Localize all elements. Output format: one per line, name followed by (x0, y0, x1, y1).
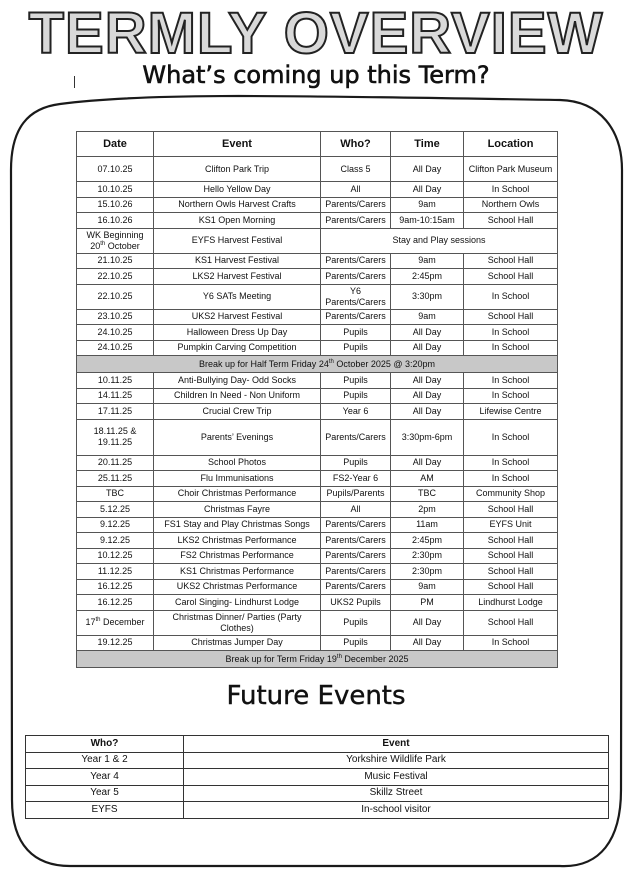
schedule-row (77, 325, 558, 341)
event-cell: EYFS Harvest Festival (154, 228, 321, 253)
event-cell: LKS2 Harvest Festival (154, 269, 321, 285)
time-cell: All Day (391, 610, 464, 635)
date-cell: 24.10.25 (77, 325, 154, 341)
time-cell: 9am (391, 197, 464, 213)
page-title: TERMLY OVERVIEW (28, 1, 604, 66)
event-cell: Anti-Bullying Day- Odd Socks (154, 373, 321, 389)
location-cell: School Hall (464, 579, 558, 595)
date-cell: 10.11.25 (77, 373, 154, 389)
time-cell: All Day (391, 455, 464, 471)
future-event-cell: In-school visitor (184, 802, 609, 819)
who-cell: Pupils (321, 635, 391, 651)
schedule-row (77, 284, 558, 309)
time-cell: All Day (391, 340, 464, 356)
who-cell: UKS2 Pupils (321, 595, 391, 611)
event-cell: UKS2 Harvest Festival (154, 309, 321, 325)
header-time: Time (391, 132, 464, 157)
time-cell: 11am (391, 517, 464, 533)
who-cell: Parents/Carers (321, 269, 391, 285)
schedule-row (77, 651, 558, 668)
time-cell: 9am (391, 253, 464, 269)
schedule-row (77, 517, 558, 533)
schedule-row (77, 157, 558, 182)
event-cell: KS1 Christmas Performance (154, 564, 321, 580)
who-cell: Pupils (321, 388, 391, 404)
event-cell: KS1 Open Morning (154, 213, 321, 229)
event-cell: Northern Owls Harvest Crafts (154, 197, 321, 213)
location-cell: In School (464, 182, 558, 198)
location-cell: School Hall (464, 213, 558, 229)
who-cell: Parents/Carers (321, 213, 391, 229)
schedule-row (77, 533, 558, 549)
location-cell: In School (464, 635, 558, 651)
term-schedule-table (76, 131, 558, 668)
time-cell: AM (391, 471, 464, 487)
time-cell: 3:30pm (391, 284, 464, 309)
who-cell: Pupils/Parents (321, 486, 391, 502)
location-cell: In School (464, 325, 558, 341)
location-cell: In School (464, 373, 558, 389)
event-cell: Choir Christmas Performance (154, 486, 321, 502)
event-cell: Clifton Park Trip (154, 157, 321, 182)
date-cell: 9.12.25 (77, 533, 154, 549)
who-cell: Class 5 (321, 157, 391, 182)
time-cell: All Day (391, 157, 464, 182)
header-location: Location (464, 132, 558, 157)
time-cell: 3:30pm-6pm (391, 419, 464, 455)
location-cell: In School (464, 471, 558, 487)
location-cell: Lifewise Centre (464, 404, 558, 420)
who-cell: Parents/Carers (321, 197, 391, 213)
term-break-notice: Break up for Half Term Friday 24th October 2025 @ 3:20pm (77, 356, 558, 373)
location-cell: School Hall (464, 502, 558, 518)
date-cell: 22.10.25 (77, 269, 154, 285)
schedule-row (77, 213, 558, 229)
future-events-title: Future Events (226, 681, 406, 711)
schedule-row (77, 595, 558, 611)
schedule-row (77, 610, 558, 635)
who-cell: FS2-Year 6 (321, 471, 391, 487)
location-cell: Clifton Park Museum (464, 157, 558, 182)
schedule-row (77, 635, 558, 651)
date-cell: 22.10.25 (77, 284, 154, 309)
event-cell: Christmas Jumper Day (154, 635, 321, 651)
future-row (26, 752, 609, 769)
location-cell: Community Shop (464, 486, 558, 502)
who-cell: Parents/Carers (321, 564, 391, 580)
future-row (26, 769, 609, 786)
date-cell: 18.11.25 & 19.11.25 (77, 419, 154, 455)
schedule-row (77, 373, 558, 389)
event-cell: Pumpkin Carving Competition (154, 340, 321, 356)
date-cell: 17.11.25 (77, 404, 154, 420)
header-date: Date (77, 132, 154, 157)
event-cell: Flu Immunisations (154, 471, 321, 487)
location-cell: School Hall (464, 269, 558, 285)
time-cell: All Day (391, 373, 464, 389)
who-cell: Year 6 (321, 404, 391, 420)
event-cell: Carol Singing- Lindhurst Lodge (154, 595, 321, 611)
time-cell: 9am (391, 309, 464, 325)
event-cell: LKS2 Christmas Performance (154, 533, 321, 549)
time-cell: 9am-10:15am (391, 213, 464, 229)
who-cell: Pupils (321, 373, 391, 389)
location-cell: School Hall (464, 309, 558, 325)
page-subtitle: What’s coming up this Term? (142, 61, 490, 89)
time-cell: All Day (391, 388, 464, 404)
future-who-cell: Year 4 (26, 769, 184, 786)
who-cell: Pupils (321, 455, 391, 471)
schedule-row (77, 388, 558, 404)
event-cell: Parents’ Evenings (154, 419, 321, 455)
event-cell: KS1 Harvest Festival (154, 253, 321, 269)
schedule-row (77, 404, 558, 420)
future-event-cell: Yorkshire Wildlife Park (184, 752, 609, 769)
event-cell: Hello Yellow Day (154, 182, 321, 198)
future-header-who: Who? (26, 736, 184, 753)
location-cell: EYFS Unit (464, 517, 558, 533)
date-cell: 5.12.25 (77, 502, 154, 518)
event-cell: Halloween Dress Up Day (154, 325, 321, 341)
date-cell: 14.11.25 (77, 388, 154, 404)
schedule-row (77, 471, 558, 487)
schedule-row (77, 228, 558, 253)
schedule-row (77, 309, 558, 325)
time-cell: 2:45pm (391, 269, 464, 285)
time-cell: All Day (391, 325, 464, 341)
schedule-row (77, 502, 558, 518)
schedule-row (77, 455, 558, 471)
event-cell: Y6 SATs Meeting (154, 284, 321, 309)
location-cell: Northern Owls (464, 197, 558, 213)
location-cell: School Hall (464, 564, 558, 580)
who-cell: Parents/Carers (321, 517, 391, 533)
schedule-row (77, 269, 558, 285)
future-events-table (25, 735, 609, 819)
time-cell: PM (391, 595, 464, 611)
date-cell: TBC (77, 486, 154, 502)
who-cell: Pupils (321, 610, 391, 635)
schedule-row (77, 340, 558, 356)
event-cell: FS2 Christmas Performance (154, 548, 321, 564)
schedule-row (77, 182, 558, 198)
future-who-cell: EYFS (26, 802, 184, 819)
schedule-row (77, 564, 558, 580)
event-cell: FS1 Stay and Play Christmas Songs (154, 517, 321, 533)
location-cell: In School (464, 455, 558, 471)
location-cell: School Hall (464, 548, 558, 564)
time-cell: 2:45pm (391, 533, 464, 549)
date-cell: 23.10.25 (77, 309, 154, 325)
date-cell: 15.10.26 (77, 197, 154, 213)
date-cell: 16.12.25 (77, 595, 154, 611)
location-cell: In School (464, 284, 558, 309)
date-cell: 21.10.25 (77, 253, 154, 269)
future-header-event: Event (184, 736, 609, 753)
future-row (26, 802, 609, 819)
date-cell: 10.12.25 (77, 548, 154, 564)
schedule-row (77, 486, 558, 502)
who-cell: Parents/Carers (321, 548, 391, 564)
term-break-notice: Break up for Term Friday 19th December 2025 (77, 651, 558, 668)
date-cell: 07.10.25 (77, 157, 154, 182)
date-cell: 11.12.25 (77, 564, 154, 580)
time-cell: All Day (391, 635, 464, 651)
future-event-cell: Music Festival (184, 769, 609, 786)
location-cell: In School (464, 419, 558, 455)
who-cell: Pupils (321, 325, 391, 341)
location-cell: Lindhurst Lodge (464, 595, 558, 611)
event-cell: Christmas Fayre (154, 502, 321, 518)
future-event-cell: Skillz Street (184, 785, 609, 802)
who-cell: Parents/Carers (321, 309, 391, 325)
date-cell: 25.11.25 (77, 471, 154, 487)
future-who-cell: Year 5 (26, 785, 184, 802)
time-cell: All Day (391, 404, 464, 420)
who-cell: All (321, 182, 391, 198)
future-row (26, 785, 609, 802)
date-cell: 16.10.26 (77, 213, 154, 229)
who-cell: Parents/Carers (321, 419, 391, 455)
header-who: Who? (321, 132, 391, 157)
schedule-row (77, 253, 558, 269)
time-cell: All Day (391, 182, 464, 198)
time-cell: 2:30pm (391, 564, 464, 580)
time-cell: TBC (391, 486, 464, 502)
location-cell: School Hall (464, 253, 558, 269)
location-cell: In School (464, 388, 558, 404)
schedule-row (77, 548, 558, 564)
date-cell: 20.11.25 (77, 455, 154, 471)
event-cell: UKS2 Christmas Performance (154, 579, 321, 595)
location-cell: School Hall (464, 610, 558, 635)
header-event: Event (154, 132, 321, 157)
event-cell: Children In Need - Non Uniform (154, 388, 321, 404)
date-cell: 10.10.25 (77, 182, 154, 198)
event-cell: Christmas Dinner/ Parties (Party Clothes) (154, 610, 321, 635)
who-cell: Y6 Parents/Carers (321, 284, 391, 309)
date-cell: 16.12.25 (77, 579, 154, 595)
who-cell: Pupils (321, 340, 391, 356)
date-cell: 17th December (77, 610, 154, 635)
who-cell: Parents/Carers (321, 533, 391, 549)
who-cell: Parents/Carers (321, 579, 391, 595)
future-who-cell: Year 1 & 2 (26, 752, 184, 769)
date-cell: 19.12.25 (77, 635, 154, 651)
location-cell: School Hall (464, 533, 558, 549)
schedule-row (77, 579, 558, 595)
time-cell: 2:30pm (391, 548, 464, 564)
location-cell: In School (464, 340, 558, 356)
schedule-row (77, 356, 558, 373)
date-cell: 9.12.25 (77, 517, 154, 533)
who-cell: All (321, 502, 391, 518)
schedule-row (77, 419, 558, 455)
time-cell: 9am (391, 579, 464, 595)
who-cell: Parents/Carers (321, 253, 391, 269)
text-cursor-mark (74, 76, 75, 88)
event-cell: Crucial Crew Trip (154, 404, 321, 420)
date-cell: WK Beginning 20th October (77, 228, 154, 253)
event-cell: School Photos (154, 455, 321, 471)
time-cell: 2pm (391, 502, 464, 518)
date-cell: 24.10.25 (77, 340, 154, 356)
merged-details-cell: Stay and Play sessions (321, 228, 558, 253)
schedule-row (77, 197, 558, 213)
